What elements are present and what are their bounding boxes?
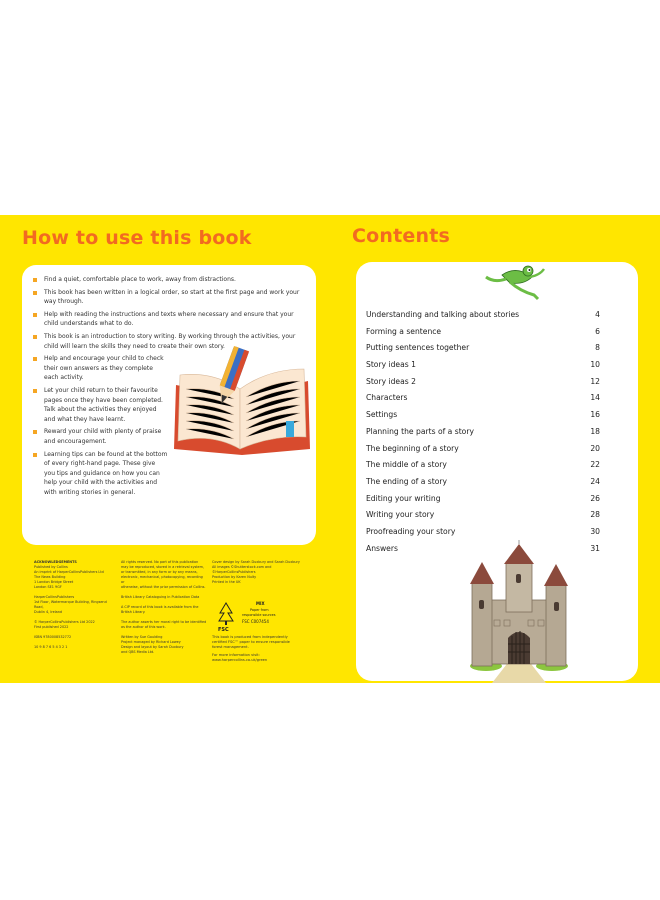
fsc-text: forest management. xyxy=(212,645,249,649)
list-item: This book has been written in a logical order, so start at the first page and work your way through. xyxy=(32,288,306,307)
toc-title: Story ideas 2 xyxy=(366,376,416,386)
toc-page: 31 xyxy=(590,543,600,553)
list-item: Reward your child with plenty of praise and encouragement. xyxy=(32,427,168,446)
fsc-paper: Paper from xyxy=(250,608,269,612)
toc-title: Story ideas 1 xyxy=(366,360,416,370)
toc-title: Characters xyxy=(366,393,408,403)
toc-entry xyxy=(366,407,600,424)
toc-entry xyxy=(366,357,600,374)
toc-entry xyxy=(366,491,600,508)
toc-entry xyxy=(366,324,600,341)
imprint-line: The author asserts her moral right to be identified xyxy=(121,620,207,624)
toc-page: 16 xyxy=(590,410,600,420)
toc-entry xyxy=(366,441,600,458)
toc-title: Planning the parts of a story xyxy=(366,426,474,436)
imprint-line: An imprint of HarperCollinsPublishers Ltd xyxy=(34,570,104,574)
fsc-text: www.harpercollins.co.uk/green xyxy=(212,658,268,662)
imprint-line: Design and layout by Sarah Duxbury xyxy=(121,645,184,649)
svg-text:FSC: FSC xyxy=(218,627,229,633)
list-item: Find a quiet, comfortable place to work, away from distractions. xyxy=(32,275,306,285)
fsc-sources: responsible sources xyxy=(242,613,276,617)
imprint-line: All images ©Shutterstock.com and xyxy=(212,565,272,569)
imprint-column-3 xyxy=(212,560,306,585)
imprint-line: First published 2022 xyxy=(34,625,69,629)
toc-entry xyxy=(366,340,600,357)
toc-page: 30 xyxy=(590,526,600,536)
toc-page: 10 xyxy=(590,360,600,370)
imprint-line: A CIP record of this book is available from the xyxy=(121,605,199,609)
toc-entry xyxy=(366,307,600,324)
toc-entry xyxy=(366,390,600,407)
toc-entry xyxy=(366,457,600,474)
toc-title: Answers xyxy=(366,543,398,553)
toc-entry xyxy=(366,374,600,391)
toc-page: 24 xyxy=(590,476,600,486)
toc-page: 14 xyxy=(590,393,600,403)
imprint-line: HarperCollinsPublishers xyxy=(34,595,75,599)
imprint-line: Dublin 4, Ireland xyxy=(34,610,63,614)
imprint-line: or transmitted, in any form or by any means, xyxy=(121,570,198,574)
imprint-line: Cover design by Sarah Duxbury and Sarah Duxbury xyxy=(212,560,300,564)
imprint-line: Project managed by Richard Lowey xyxy=(121,640,181,644)
imprint-line: ©HarperCollinsPublishers xyxy=(212,570,256,574)
imprint-line: as the author of this work. xyxy=(121,625,166,629)
list-item: Help and encourage your child to check their own answers as they complete each activity. xyxy=(32,354,168,383)
toc-title: Understanding and talking about stories xyxy=(366,310,520,319)
imprint-line: Written by Sue Goulding xyxy=(121,635,163,639)
castle-illustration xyxy=(466,540,572,683)
imprint-line: ACKNOWLEDGEMENTS xyxy=(34,560,77,564)
imprint-line: ISBN 9780008532772 xyxy=(34,635,72,639)
imprint-line: The News Building xyxy=(34,575,66,579)
toc-page: 8 xyxy=(595,343,600,353)
toc-entry xyxy=(366,524,600,541)
toc-page: 22 xyxy=(590,460,600,470)
toc-page: 28 xyxy=(590,510,600,520)
contents-heading: Contents xyxy=(352,225,451,247)
imprint-line: otherwise, without the prior permission of Collins. xyxy=(121,585,206,589)
imprint-line: London SE1 9GF xyxy=(34,585,62,589)
toc-page: 12 xyxy=(590,376,600,386)
toc-title: The ending of a story xyxy=(366,476,447,486)
list-item: Let your child return to their favourite pages once they have been completed. Talk about the activities they enjoyed and what they have learnt. xyxy=(32,386,168,424)
list-item: This book is an introduction to story writing. By working through the activities, your child will learn the skills they need to create their own story. xyxy=(32,332,306,351)
toc-page: 20 xyxy=(590,443,600,453)
toc-entry xyxy=(366,474,600,491)
table-of-contents xyxy=(366,307,600,557)
toc-title: Proofreading your story xyxy=(366,526,456,536)
imprint-line: Published by Collins xyxy=(34,565,68,569)
imprint-column-1 xyxy=(34,560,116,650)
toc-title: The beginning of a story xyxy=(366,443,459,453)
how-to-use-heading: How to use this book xyxy=(22,227,252,249)
toc-title: Writing your story xyxy=(366,510,435,520)
toc-title: The middle of a story xyxy=(366,460,447,470)
imprint-line: Printed in the UK xyxy=(212,580,241,584)
toc-page: 4 xyxy=(595,310,600,319)
imprint-line: All rights reserved. No part of this publication xyxy=(121,560,199,564)
toc-page: 6 xyxy=(595,326,600,336)
fsc-logo xyxy=(216,599,306,633)
toc-title: Forming a sentence xyxy=(366,326,442,336)
toc-page: 18 xyxy=(590,426,600,436)
open-book-pencil-illustration xyxy=(172,345,312,457)
list-item: Help with reading the instructions and texts where necessary and ensure that your child understands what to do. xyxy=(32,310,306,329)
toc-entry xyxy=(366,424,600,441)
instructions-panel xyxy=(22,265,316,545)
imprint-line: British Library Cataloguing in Publication Data xyxy=(121,595,200,599)
imprint-line: 1 London Bridge Street xyxy=(34,580,74,584)
imprint-line: Production by Karen Nulty xyxy=(212,575,257,579)
fsc-code: FSC C007454 xyxy=(242,619,269,624)
list-item: Learning tips can be found at the bottom of every right-hand page. These give you tips and guidance on how you can help your child with the activities and with writing stories in general. xyxy=(32,450,168,498)
toc-page: 26 xyxy=(590,493,600,503)
toc-title: Settings xyxy=(366,410,398,420)
fsc-text: This book is produced from independently xyxy=(212,635,288,639)
fsc-text: For more information visit: xyxy=(212,653,260,657)
imprint-line: may be reproduced, stored in a retrieval system, xyxy=(121,565,205,569)
imprint-line: 1st Floor, Watermarque Building, Ringsend Road, xyxy=(34,600,107,609)
imprint-line: electronic, mechanical, photocopying, recording or xyxy=(121,575,203,584)
toc-title: Editing your writing xyxy=(366,493,441,503)
frog-illustration xyxy=(480,255,560,305)
imprint-line: British Library. xyxy=(121,610,146,614)
imprint-column-2 xyxy=(121,560,207,655)
imprint-line: and QBS Media Ltd. xyxy=(121,650,155,654)
fsc-text: certified FSC™ paper to ensure responsible xyxy=(212,640,290,644)
toc-title: Putting sentences together xyxy=(366,343,470,353)
fsc-mix: MIX xyxy=(256,601,265,606)
imprint-line: 10 9 8 7 6 5 4 3 2 1 xyxy=(34,645,68,649)
imprint-line: © HarperCollinsPublishers Ltd 2022 xyxy=(34,620,95,624)
book-spread xyxy=(0,215,660,683)
toc-entry xyxy=(366,507,600,524)
